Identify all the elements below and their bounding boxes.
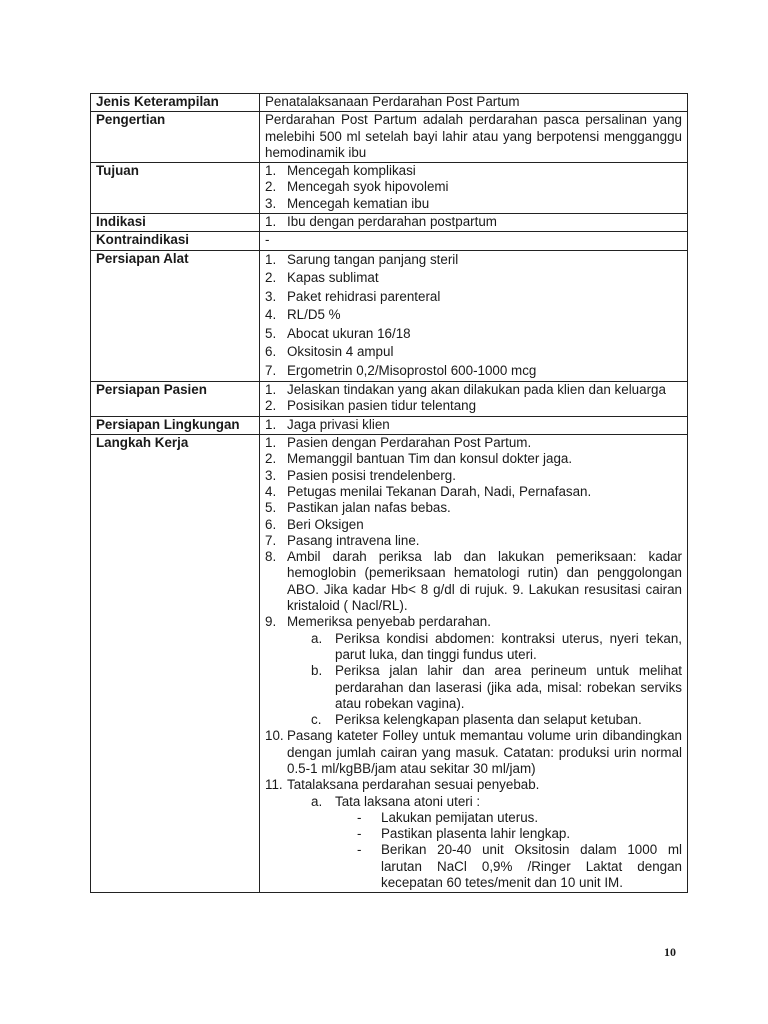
- list-item: 6. Oksitosin 4 ampul: [265, 344, 394, 360]
- tujuan-list: [265, 163, 682, 212]
- dash-item: - Lakukan pemijatan uterus.: [357, 809, 539, 825]
- label-pasien: Persiapan Pasien: [91, 382, 260, 417]
- list-item: 5. Pastikan jalan nafas bebas.: [265, 500, 451, 516]
- value-indikasi: [260, 214, 688, 232]
- list-item: 11. Tatalaksana perdarahan sesuai penyebab. a. Tata laksana atoni uteri : - Lakukan pemijatan uterus. - Pastikan plasenta lahir lengkap. - Berikan 20-40 unit Oksitosin dalam 1000 ml larutan NaCl 0,9% /Ringer Laktat dengan kecepatan 60 tetes/menit dan 10 unit IM.: [265, 777, 682, 891]
- sub-list-11: [287, 794, 682, 892]
- value-jenis: Penatalaksanaan Perdarahan Post Partum: [260, 94, 688, 112]
- list-item: 4. Petugas menilai Tekanan Darah, Nadi, Pernafasan.: [265, 483, 592, 499]
- list-item: 2. Mencegah syok hipovolemi: [265, 179, 449, 195]
- label-jenis: Jenis Keterampilan: [91, 94, 260, 112]
- row-lingkungan: [91, 416, 688, 434]
- value-kontraindikasi: -: [260, 232, 688, 250]
- sub-list-item: b. Periksa jalan lahir dan area perineum untuk melihat perdarahan dan laserasi (jika ada, misal: robekan serviks atau robekan vagina).: [311, 663, 682, 711]
- label-indikasi: Indikasi: [91, 214, 260, 232]
- procedure-table: [90, 93, 688, 893]
- label-alat: Persiapan Alat: [91, 250, 260, 382]
- label-langkah: Langkah Kerja: [91, 435, 260, 893]
- row-alat: [91, 250, 688, 382]
- langkah-list: [265, 435, 682, 891]
- list-item: 2. Kapas sublimat: [265, 270, 379, 286]
- list-item: 7. Ergometrin 0,2/Misoprostol 600-1000 mcg: [265, 362, 537, 378]
- list-item: 1. Pasien dengan Perdarahan Post Partum.: [265, 435, 532, 451]
- value-pasien: [260, 382, 688, 417]
- label-kontraindikasi: Kontraindikasi: [91, 232, 260, 250]
- list-item: 1. Sarung tangan panjang steril: [265, 251, 459, 267]
- list-item: 3. Mencegah kematian ibu: [265, 195, 430, 211]
- value-alat: [260, 250, 688, 382]
- row-indikasi: [91, 214, 688, 232]
- dash-list: [335, 810, 682, 891]
- lingkungan-list: [265, 417, 682, 433]
- alat-list: [265, 251, 682, 381]
- label-lingkungan: Persiapan Lingkungan: [91, 416, 260, 434]
- list-item: 5. Abocat ukuran 16/18: [265, 325, 411, 341]
- list-item: 6. Beri Oksigen: [265, 516, 364, 532]
- list-item: 10. Pasang kateter Folley untuk memantau volume urin dibandingkan dengan jumlah cairan yang masuk. Catatan: produksi urin normal 0.5-1 ml/kgBB/jam atau sekitar 30 ml/jam): [265, 728, 682, 776]
- list-item: 3. Pasien posisi trendelenberg.: [265, 467, 456, 483]
- row-kontraindikasi: [91, 232, 688, 250]
- value-pengertian: Perdarahan Post Partum adalah perdarahan pasca persalinan yang melebihi 500 ml setelah bayi lahir atau yang berpotensi mengganggu hemodinamik ibu: [260, 112, 688, 163]
- list-item: 8. Ambil darah periksa lab dan lakukan pemeriksaan: kadar hemoglobin (pemeriksaan hematologi rutin) dan penggolongan ABO. Jika kadar Hb< 8 g/dl di rujuk. 9. Lakukan resusitasi cairan kristaloid ( Nacl/RL).: [265, 549, 682, 614]
- page-number: 10: [664, 945, 676, 959]
- row-jenis: [91, 94, 688, 112]
- list-item: 2. Memanggil bantuan Tim dan konsul dokter jaga.: [265, 451, 573, 467]
- list-item: 1. Jaga privasi klien: [265, 416, 390, 432]
- list-item: 9. Memeriksa penyebab perdarahan. a. Periksa kondisi abdomen: kontraksi uterus, nyeri tekan, parut luka, dan tinggi fundus uteri. b. Periksa jalan lahir dan area perineum untuk melihat perdarahan dan laserasi (jika ada, misal: robekan serviks atau robekan vagina). c. Periksa kelengkapan plasenta dan selaput ketuban.: [265, 614, 682, 728]
- label-tujuan: Tujuan: [91, 163, 260, 214]
- row-pengertian: [91, 112, 688, 163]
- sub-list-item: a. Tata laksana atoni uteri : - Lakukan pemijatan uterus. - Pastikan plasenta lahir lengkap. - Berikan 20-40 unit Oksitosin dalam 1000 ml larutan NaCl 0,9% /Ringer Laktat dengan kecepatan 60 tetes/menit dan 10 unit IM.: [311, 793, 682, 891]
- list-item: 1. Mencegah komplikasi: [265, 163, 416, 179]
- value-lingkungan: [260, 416, 688, 434]
- row-langkah: [91, 435, 688, 893]
- value-langkah: [260, 435, 688, 893]
- dash-item: - Pastikan plasenta lahir lengkap.: [357, 826, 571, 842]
- list-item: 7. Pasang intravena line.: [265, 532, 420, 548]
- list-item: 4. RL/D5 %: [265, 307, 341, 323]
- indikasi-list: [265, 214, 682, 230]
- list-item: 1. Jelaskan tindakan yang akan dilakukan pada klien dan keluarga: [265, 382, 666, 398]
- list-item: 1. Ibu dengan perdarahan postpartum: [265, 214, 497, 230]
- sub-list-9: [287, 631, 682, 729]
- list-item: 2. Posisikan pasien tidur telentang: [265, 398, 477, 414]
- sub-list-item: a. Periksa kondisi abdomen: kontraksi uterus, nyeri tekan, parut luka, dan tinggi fundus uteri.: [311, 630, 682, 662]
- label-pengertian: Pengertian: [91, 112, 260, 163]
- row-pasien: [91, 382, 688, 417]
- sub-list-item: c. Periksa kelengkapan plasenta dan selaput ketuban.: [311, 712, 642, 728]
- row-tujuan: [91, 163, 688, 214]
- dash-item: - Berikan 20-40 unit Oksitosin dalam 1000 ml larutan NaCl 0,9% /Ringer Laktat dengan kecepatan 60 tetes/menit dan 10 unit IM.: [357, 842, 682, 891]
- pasien-list: [265, 382, 682, 415]
- list-item: 3. Paket rehidrasi parenteral: [265, 288, 441, 304]
- value-tujuan: [260, 163, 688, 214]
